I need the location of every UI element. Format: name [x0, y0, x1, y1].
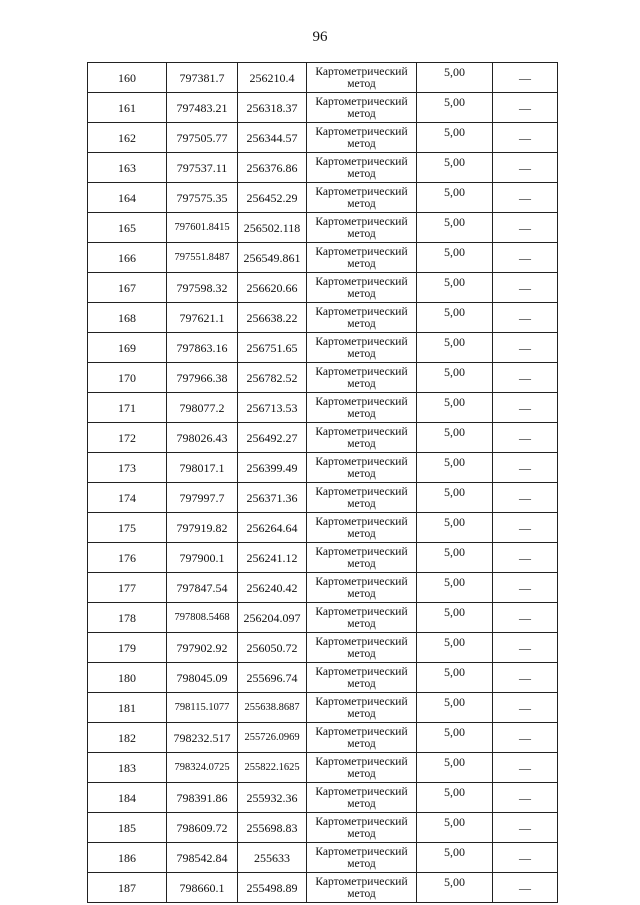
y-coordinate-cell: 256713.53 [238, 393, 307, 423]
table-row [88, 63, 558, 93]
description-cell: — [493, 183, 558, 213]
method-cell [307, 693, 417, 723]
table-row [88, 723, 558, 753]
method-line-2: метод [347, 617, 376, 630]
method-line-2: метод [347, 557, 376, 570]
y-coordinate-cell: 256549.861 [238, 243, 307, 273]
point-number-cell: 187 [88, 873, 167, 903]
description-cell: — [493, 243, 558, 273]
point-number-cell: 165 [88, 213, 167, 243]
method-line-2: метод [347, 497, 376, 510]
point-number-cell: 182 [88, 723, 167, 753]
y-coordinate-cell: 255633 [238, 843, 307, 873]
x-coordinate-cell: 798017.1 [167, 453, 238, 483]
point-number-cell: 168 [88, 303, 167, 333]
method-cell [307, 213, 417, 243]
x-coordinate-cell: 797601.8415 [167, 213, 238, 243]
coordinates-table-body [88, 63, 558, 903]
description-cell: — [493, 153, 558, 183]
y-coordinate-cell: 256452.29 [238, 183, 307, 213]
method-cell [307, 843, 417, 873]
method-cell [307, 123, 417, 153]
accuracy-cell: 5,00 [417, 153, 493, 183]
description-cell: — [493, 363, 558, 393]
table-row [88, 633, 558, 663]
point-number-cell: 178 [88, 603, 167, 633]
table-row [88, 453, 558, 483]
y-coordinate-cell: 256782.52 [238, 363, 307, 393]
method-line-2: метод [347, 857, 376, 870]
y-coordinate-cell: 255822.1625 [238, 753, 307, 783]
accuracy-cell: 5,00 [417, 393, 493, 423]
x-coordinate-cell: 798077.2 [167, 393, 238, 423]
point-number-cell: 185 [88, 813, 167, 843]
method-line-1: Картометрический [315, 155, 408, 168]
method-line-1: Картометрический [315, 785, 408, 798]
description-cell: — [493, 93, 558, 123]
method-line-2: метод [347, 287, 376, 300]
accuracy-cell: 5,00 [417, 573, 493, 603]
accuracy-cell: 5,00 [417, 843, 493, 873]
y-coordinate-cell: 256318.37 [238, 93, 307, 123]
table-row [88, 333, 558, 363]
point-number-cell: 177 [88, 573, 167, 603]
y-coordinate-cell: 256638.22 [238, 303, 307, 333]
table-row [88, 243, 558, 273]
table-row [88, 663, 558, 693]
point-number-cell: 172 [88, 423, 167, 453]
description-cell: — [493, 273, 558, 303]
x-coordinate-cell: 798232.517 [167, 723, 238, 753]
method-line-1: Картометрический [315, 815, 408, 828]
method-cell [307, 183, 417, 213]
point-number-cell: 174 [88, 483, 167, 513]
table-row [88, 423, 558, 453]
method-line-1: Картометрический [315, 485, 408, 498]
x-coordinate-cell: 797537.11 [167, 153, 238, 183]
accuracy-cell: 5,00 [417, 333, 493, 363]
method-line-2: метод [347, 677, 376, 690]
x-coordinate-cell: 797863.16 [167, 333, 238, 363]
table-row [88, 393, 558, 423]
accuracy-cell: 5,00 [417, 603, 493, 633]
description-cell: — [493, 873, 558, 903]
table-row [88, 873, 558, 903]
accuracy-cell: 5,00 [417, 453, 493, 483]
method-line-2: метод [347, 587, 376, 600]
x-coordinate-cell: 797919.82 [167, 513, 238, 543]
point-number-cell: 179 [88, 633, 167, 663]
accuracy-cell: 5,00 [417, 243, 493, 273]
coordinates-table [87, 62, 558, 903]
y-coordinate-cell: 255932.36 [238, 783, 307, 813]
method-line-2: метод [347, 707, 376, 720]
point-number-cell: 161 [88, 93, 167, 123]
method-line-1: Картометрический [315, 725, 408, 738]
point-number-cell: 162 [88, 123, 167, 153]
x-coordinate-cell: 798026.43 [167, 423, 238, 453]
description-cell: — [493, 393, 558, 423]
table-row [88, 543, 558, 573]
x-coordinate-cell: 797381.7 [167, 63, 238, 93]
table-row [88, 753, 558, 783]
table-row [88, 513, 558, 543]
table-row [88, 363, 558, 393]
description-cell: — [493, 573, 558, 603]
method-line-2: метод [347, 887, 376, 900]
method-line-1: Картометрический [315, 335, 408, 348]
method-line-1: Картометрический [315, 515, 408, 528]
method-line-2: метод [347, 377, 376, 390]
y-coordinate-cell: 256620.66 [238, 273, 307, 303]
method-line-2: метод [347, 467, 376, 480]
table-row [88, 93, 558, 123]
x-coordinate-cell: 797900.1 [167, 543, 238, 573]
method-line-1: Картометрический [315, 245, 408, 258]
x-coordinate-cell: 798045.09 [167, 663, 238, 693]
y-coordinate-cell: 256050.72 [238, 633, 307, 663]
method-line-2: метод [347, 77, 376, 90]
x-coordinate-cell: 798115.1077 [167, 693, 238, 723]
method-line-2: метод [347, 347, 376, 360]
method-cell [307, 333, 417, 363]
description-cell: — [493, 753, 558, 783]
accuracy-cell: 5,00 [417, 303, 493, 333]
table-row [88, 213, 558, 243]
method-line-2: метод [347, 167, 376, 180]
accuracy-cell: 5,00 [417, 693, 493, 723]
accuracy-cell: 5,00 [417, 723, 493, 753]
y-coordinate-cell: 256344.57 [238, 123, 307, 153]
method-line-1: Картометрический [315, 545, 408, 558]
method-cell [307, 723, 417, 753]
description-cell: — [493, 213, 558, 243]
method-line-1: Картометрический [315, 305, 408, 318]
description-cell: — [493, 543, 558, 573]
method-line-2: метод [347, 527, 376, 540]
accuracy-cell: 5,00 [417, 513, 493, 543]
method-line-1: Картометрический [315, 275, 408, 288]
description-cell: — [493, 693, 558, 723]
description-cell: — [493, 663, 558, 693]
accuracy-cell: 5,00 [417, 93, 493, 123]
point-number-cell: 173 [88, 453, 167, 483]
y-coordinate-cell: 255638.8687 [238, 693, 307, 723]
accuracy-cell: 5,00 [417, 783, 493, 813]
method-line-1: Картометрический [315, 65, 408, 78]
method-cell [307, 633, 417, 663]
method-line-1: Картометрический [315, 605, 408, 618]
method-cell [307, 393, 417, 423]
point-number-cell: 183 [88, 753, 167, 783]
x-coordinate-cell: 797483.21 [167, 93, 238, 123]
point-number-cell: 167 [88, 273, 167, 303]
accuracy-cell: 5,00 [417, 633, 493, 663]
x-coordinate-cell: 798660.1 [167, 873, 238, 903]
accuracy-cell: 5,00 [417, 813, 493, 843]
y-coordinate-cell: 255696.74 [238, 663, 307, 693]
method-cell [307, 423, 417, 453]
x-coordinate-cell: 798609.72 [167, 813, 238, 843]
y-coordinate-cell: 256502.118 [238, 213, 307, 243]
table-row [88, 303, 558, 333]
method-line-2: метод [347, 227, 376, 240]
point-number-cell: 164 [88, 183, 167, 213]
table-row [88, 843, 558, 873]
description-cell: — [493, 63, 558, 93]
accuracy-cell: 5,00 [417, 753, 493, 783]
point-number-cell: 184 [88, 783, 167, 813]
method-cell [307, 153, 417, 183]
y-coordinate-cell: 255726.0969 [238, 723, 307, 753]
accuracy-cell: 5,00 [417, 213, 493, 243]
method-line-2: метод [347, 737, 376, 750]
method-cell [307, 573, 417, 603]
method-line-2: метод [347, 257, 376, 270]
y-coordinate-cell: 256492.27 [238, 423, 307, 453]
method-cell [307, 513, 417, 543]
point-number-cell: 180 [88, 663, 167, 693]
description-cell: — [493, 813, 558, 843]
method-line-1: Картометрический [315, 845, 408, 858]
x-coordinate-cell: 798324.0725 [167, 753, 238, 783]
description-cell: — [493, 333, 558, 363]
x-coordinate-cell: 797551.8487 [167, 243, 238, 273]
method-line-1: Картометрический [315, 635, 408, 648]
method-line-2: метод [347, 827, 376, 840]
accuracy-cell: 5,00 [417, 183, 493, 213]
point-number-cell: 160 [88, 63, 167, 93]
description-cell: — [493, 843, 558, 873]
table-row [88, 183, 558, 213]
table-row [88, 693, 558, 723]
method-cell [307, 93, 417, 123]
point-number-cell: 171 [88, 393, 167, 423]
method-line-1: Картометрический [315, 695, 408, 708]
table-row [88, 573, 558, 603]
description-cell: — [493, 513, 558, 543]
description-cell: — [493, 483, 558, 513]
method-line-1: Картометрический [315, 455, 408, 468]
method-line-2: метод [347, 197, 376, 210]
y-coordinate-cell: 256751.65 [238, 333, 307, 363]
method-line-1: Картометрический [315, 185, 408, 198]
method-cell [307, 363, 417, 393]
x-coordinate-cell: 797598.32 [167, 273, 238, 303]
y-coordinate-cell: 256241.12 [238, 543, 307, 573]
method-cell [307, 873, 417, 903]
method-line-2: метод [347, 767, 376, 780]
table-row [88, 273, 558, 303]
table-row [88, 483, 558, 513]
point-number-cell: 186 [88, 843, 167, 873]
method-cell [307, 813, 417, 843]
x-coordinate-cell: 798542.84 [167, 843, 238, 873]
point-number-cell: 175 [88, 513, 167, 543]
table-row [88, 783, 558, 813]
description-cell: — [493, 723, 558, 753]
method-cell [307, 63, 417, 93]
table-row [88, 123, 558, 153]
method-line-2: метод [347, 437, 376, 450]
accuracy-cell: 5,00 [417, 423, 493, 453]
method-cell [307, 273, 417, 303]
method-cell [307, 543, 417, 573]
method-line-2: метод [347, 407, 376, 420]
accuracy-cell: 5,00 [417, 663, 493, 693]
method-cell [307, 453, 417, 483]
method-cell [307, 483, 417, 513]
description-cell: — [493, 303, 558, 333]
point-number-cell: 176 [88, 543, 167, 573]
accuracy-cell: 5,00 [417, 63, 493, 93]
x-coordinate-cell: 797808.5468 [167, 603, 238, 633]
x-coordinate-cell: 797847.54 [167, 573, 238, 603]
accuracy-cell: 5,00 [417, 483, 493, 513]
description-cell: — [493, 603, 558, 633]
description-cell: — [493, 453, 558, 483]
y-coordinate-cell: 255698.83 [238, 813, 307, 843]
method-line-1: Картометрический [315, 575, 408, 588]
method-cell [307, 603, 417, 633]
description-cell: — [493, 633, 558, 663]
description-cell: — [493, 423, 558, 453]
accuracy-cell: 5,00 [417, 123, 493, 153]
table-row [88, 153, 558, 183]
method-line-1: Картометрический [315, 665, 408, 678]
method-line-1: Картометрический [315, 365, 408, 378]
page-number: 96 [312, 29, 328, 45]
accuracy-cell: 5,00 [417, 273, 493, 303]
accuracy-cell: 5,00 [417, 543, 493, 573]
y-coordinate-cell: 256204.097 [238, 603, 307, 633]
x-coordinate-cell: 797997.7 [167, 483, 238, 513]
y-coordinate-cell: 256264.64 [238, 513, 307, 543]
method-cell [307, 303, 417, 333]
x-coordinate-cell: 797505.77 [167, 123, 238, 153]
y-coordinate-cell: 256210.4 [238, 63, 307, 93]
accuracy-cell: 5,00 [417, 363, 493, 393]
method-line-2: метод [347, 137, 376, 150]
method-line-1: Картометрический [315, 755, 408, 768]
method-line-1: Картометрический [315, 425, 408, 438]
method-line-2: метод [347, 797, 376, 810]
y-coordinate-cell: 255498.89 [238, 873, 307, 903]
x-coordinate-cell: 797902.92 [167, 633, 238, 663]
point-number-cell: 169 [88, 333, 167, 363]
x-coordinate-cell: 797966.38 [167, 363, 238, 393]
x-coordinate-cell: 797575.35 [167, 183, 238, 213]
point-number-cell: 181 [88, 693, 167, 723]
point-number-cell: 170 [88, 363, 167, 393]
point-number-cell: 166 [88, 243, 167, 273]
method-line-1: Картометрический [315, 95, 408, 108]
table-row [88, 603, 558, 633]
description-cell: — [493, 123, 558, 153]
point-number-cell: 163 [88, 153, 167, 183]
y-coordinate-cell: 256376.86 [238, 153, 307, 183]
method-cell [307, 243, 417, 273]
method-line-2: метод [347, 107, 376, 120]
accuracy-cell: 5,00 [417, 873, 493, 903]
x-coordinate-cell: 798391.86 [167, 783, 238, 813]
x-coordinate-cell: 797621.1 [167, 303, 238, 333]
method-cell [307, 753, 417, 783]
method-line-2: метод [347, 317, 376, 330]
method-line-1: Картометрический [315, 875, 408, 888]
description-cell: — [493, 783, 558, 813]
method-line-1: Картометрический [315, 215, 408, 228]
method-line-1: Картометрический [315, 125, 408, 138]
method-cell [307, 783, 417, 813]
table-row [88, 813, 558, 843]
y-coordinate-cell: 256371.36 [238, 483, 307, 513]
y-coordinate-cell: 256399.49 [238, 453, 307, 483]
method-cell [307, 663, 417, 693]
y-coordinate-cell: 256240.42 [238, 573, 307, 603]
method-line-2: метод [347, 647, 376, 660]
method-line-1: Картометрический [315, 395, 408, 408]
